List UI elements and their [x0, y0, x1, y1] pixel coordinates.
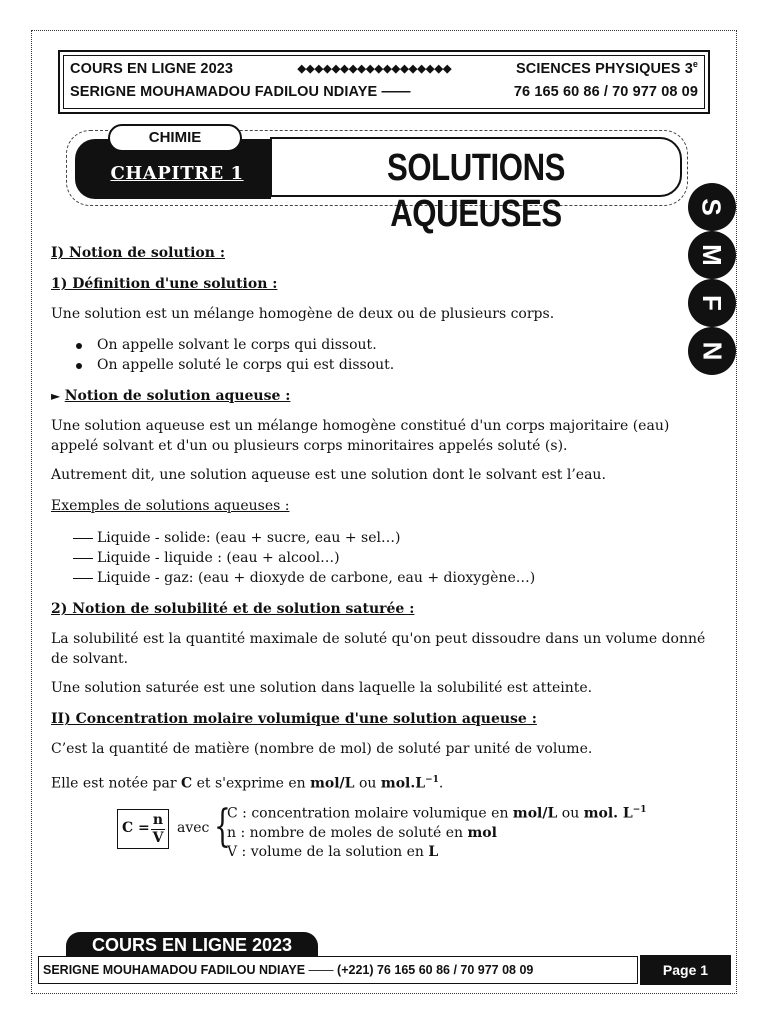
aqueous-definition: Une solution aqueuse est un mélange homogène constitué d'un corps majoritaire (eau) appelé solvant et d'un ou plusieurs corps minoritaires appelés soluté (s). [51, 418, 670, 454]
chapter-title-box [270, 137, 682, 235]
header-line-1 [70, 58, 698, 81]
formula-definitions [227, 801, 647, 862]
header-diamonds: ◆◆◆◆◆◆◆◆◆◆◆◆◆◆◆◆◆◆ [297, 63, 452, 75]
footer-separator: —— [308, 963, 334, 977]
header-author: SERIGNE MOUHAMADOU FADILOU NDIAYE —— [70, 84, 411, 100]
formula-avec: avec [177, 820, 210, 836]
def-v: V : volume de la solution en L [227, 843, 439, 860]
aqueous-restatement: Autrement dit, une solution aqueuse est une solution dont le solvant est l’eau. [51, 467, 606, 483]
list-item: Liquide - solide: (eau + sucre, eau + sel…) [51, 528, 671, 548]
concentration-definition: C’est la quantité de matière (nombre de mol) de soluté par unité de volume. [51, 741, 593, 757]
brace-icon: { [214, 801, 231, 852]
subsection-2-title: 2) Notion de solubilité et de solution saturée : [51, 601, 415, 617]
section-1-title: I) Notion de solution : [51, 245, 225, 261]
saturated-definition: Une solution saturée est une solution dans laquelle la solubilité est atteinte. [51, 680, 593, 696]
examples-list [51, 528, 671, 588]
section-2-title: II) Concentration molaire volumique d'une solution aqueuse : [51, 711, 537, 727]
side-letter-f: F [688, 279, 736, 327]
solvent-solute-list [51, 335, 651, 375]
footer-bar [38, 956, 638, 984]
list-item: Liquide - liquide : (eau + alcool…) [51, 548, 671, 568]
header-subject: SCIENCES PHYSIQUES 3e [516, 59, 698, 77]
concentration-notation: Elle est notée par C et s'exprime en mol/L ou $mol.L^{-1}$. [51, 775, 444, 792]
chapter-label: CHAPITRE 1 [110, 163, 244, 184]
aqueous-heading: ► Notion de solution aqueuse : [51, 388, 291, 404]
def-n: n : nombre de moles de soluté en mol [227, 824, 497, 841]
footer-author: SERIGNE MOUHAMADOU FADILOU NDIAYE [43, 963, 306, 977]
side-letter-s: S [688, 183, 736, 231]
list-item: On appelle soluté le corps qui est dissout. [51, 355, 651, 375]
fraction: n V [152, 812, 164, 847]
solution-definition: Une solution est un mélange homogène de deux ou de plusieurs corps. [51, 306, 555, 322]
list-item: Liquide - gaz: (eau + dioxyde de carbone, eau + dioxygène…) [51, 568, 671, 588]
header-course-title: COURS EN LIGNE 2023 [70, 61, 234, 77]
side-letter-m: M [688, 231, 736, 279]
header-line-2 [70, 81, 698, 104]
def-c: C : concentration molaire volumique en mol/L ou mol. $L^{-1}$ [227, 805, 647, 822]
concentration-formula: C = n V [117, 809, 169, 849]
subject-pill: CHIMIE [108, 124, 242, 152]
header-banner [58, 50, 710, 114]
subsection-1-title: 1) Définition d'une solution : [51, 276, 278, 292]
side-letter-n: N [688, 327, 736, 375]
footer-course-tab: COURS EN LIGNE 2023 [66, 932, 318, 959]
list-item: On appelle solvant le corps qui dissout. [51, 335, 651, 355]
header-phone: 76 165 60 86 / 70 977 08 09 [513, 84, 698, 100]
examples-title: Exemples de solutions aqueuses : [51, 498, 290, 514]
arrow-icon: ► [51, 389, 61, 403]
page-number: Page 1 [640, 955, 731, 985]
chapter-title: SOLUTIONS AQUEUSES [386, 147, 566, 235]
solubility-definition: La solubilité est la quantité maximale de soluté qu'on peut dissoudre dans un volume donné de solvant. [51, 631, 706, 667]
footer-phone: (+221) 76 165 60 86 / 70 977 08 09 [337, 963, 534, 977]
